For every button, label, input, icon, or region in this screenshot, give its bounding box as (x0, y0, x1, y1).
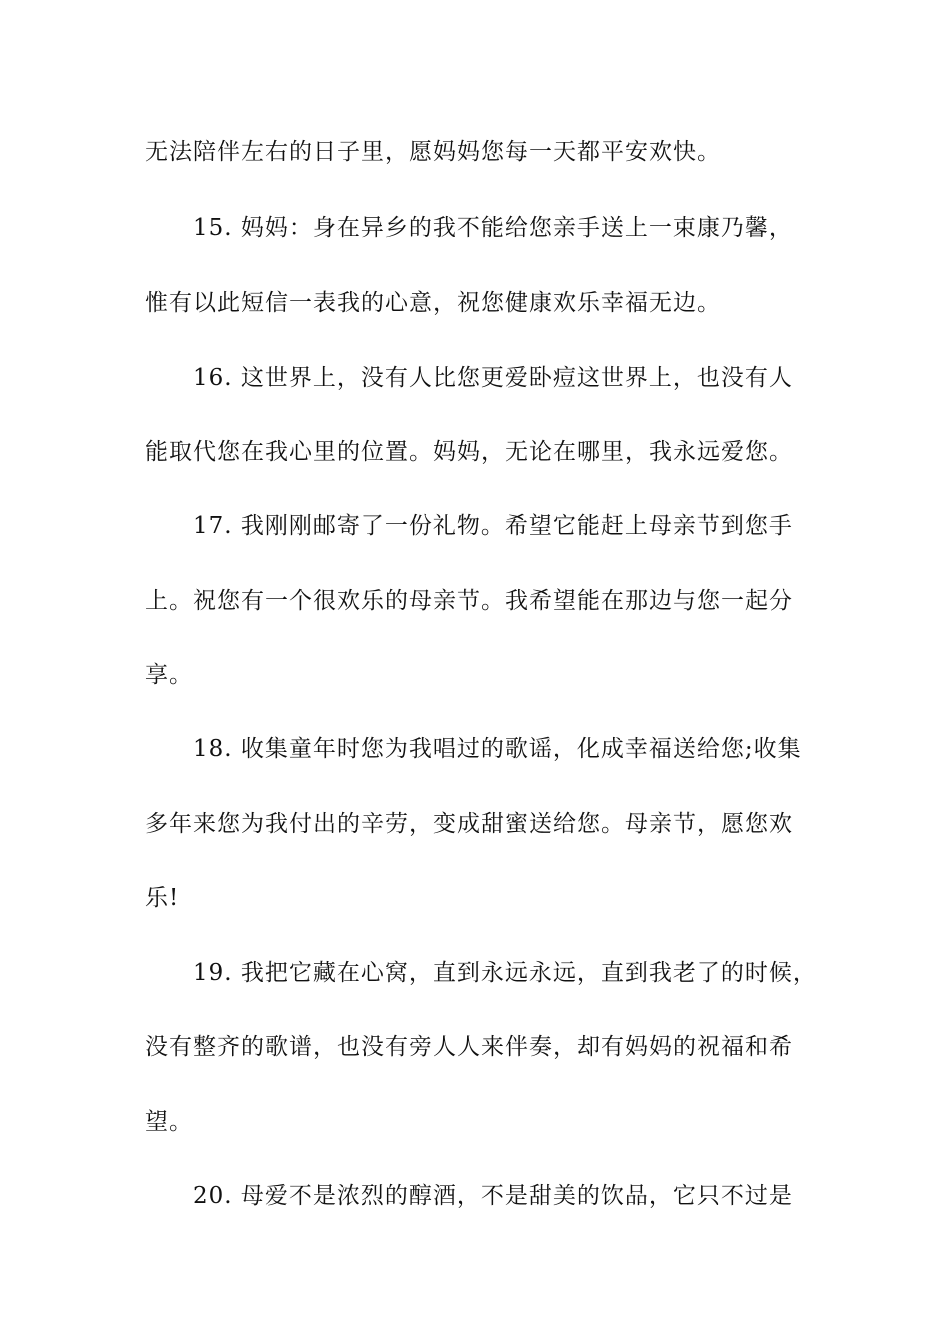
text-line: 没有整齐的歌谱，也没有旁人人来伴奏，却有妈妈的祝福和希 (145, 1034, 793, 1060)
text-line: 无法陪伴左右的日子里，愿妈妈您每一天都平安欢快。 (145, 139, 721, 165)
text-line: 上。祝您有一个很欢乐的母亲节。我希望能在那边与您一起分 (145, 588, 793, 614)
item-18-line: 18. 收集童年时您为我唱过的歌谣，化成幸福送给您;收集 (193, 736, 802, 762)
text-line: 乐! (145, 885, 180, 911)
item-15-line: 15. 妈妈：身在异乡的我不能给您亲手送上一束康乃馨， (193, 215, 793, 241)
text-line: 能取代您在我心里的位置。妈妈，无论在哪里，我永远爱您。 (145, 439, 793, 465)
text-line: 享。 (145, 662, 193, 688)
item-19-line: 19. 我把它藏在心窝，直到永远永远，直到我老了的时候， (193, 960, 817, 986)
item-17-line: 17. 我刚刚邮寄了一份礼物。希望它能赶上母亲节到您手 (193, 513, 793, 539)
item-16-line: 16. 这世界上，没有人比您更爱卧痘这世界上，也没有人 (193, 365, 793, 391)
text-line: 惟有以此短信一表我的心意，祝您健康欢乐幸福无边。 (145, 290, 721, 316)
text-line: 多年来您为我付出的辛劳，变成甜蜜送给您。母亲节，愿您欢 (145, 811, 793, 837)
text-line: 望。 (145, 1109, 193, 1135)
item-20-line: 20. 母爱不是浓烈的醇酒，不是甜美的饮品，它只不过是 (193, 1183, 793, 1209)
